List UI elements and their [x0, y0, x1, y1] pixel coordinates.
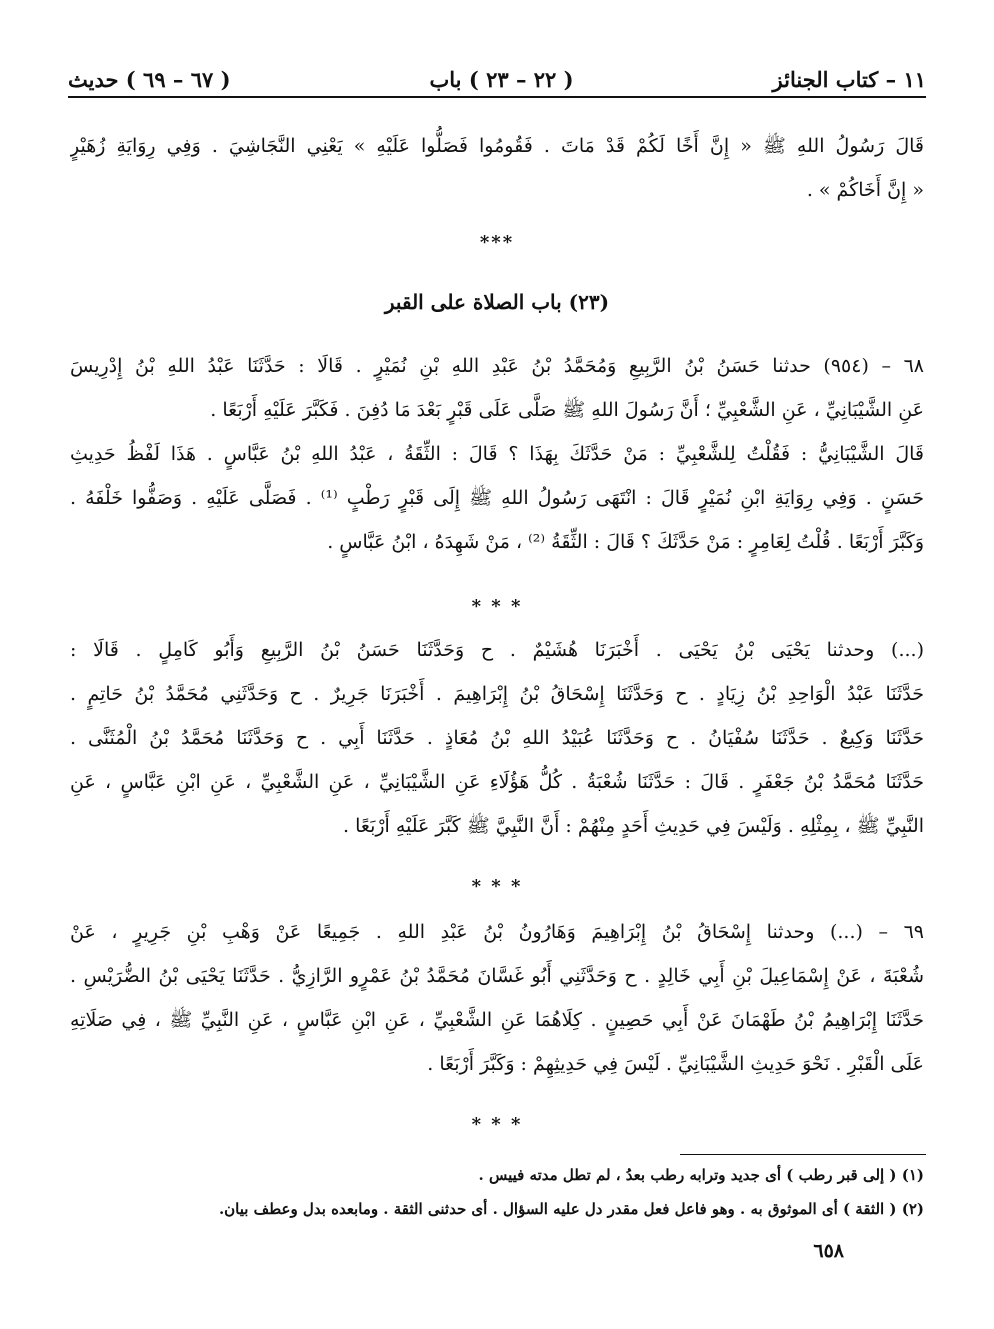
- hadith-69: [70, 910, 924, 1086]
- text-line: وَكَبَّرَ أَرْبَعًا . قُلْتُ لِعَامِرٍ : مَنْ حَدَّثَكَ ؟ قَالَ : الثِّقَةُ ⁽²⁾ ، مَنْ شَهِدَهُ ، ابْنُ عَبَّاسٍ .: [327, 531, 924, 553]
- text-line: (...) وحدثنا يَحْيَى بْنُ يَحْيَى . أَخْبَرَنَا هُشَيْمٌ . ح وَحَدَّثَنَا حَسَنُ بْنُ الرَّبِيعِ وَأَبُو كَامِلٍ . قَالَا :: [70, 639, 924, 661]
- footnote-1: (١) ( إلى قبر رطب ) أى جديد وترابه رطب بعدُ ، لم تطل مدته فييس .: [478, 1166, 924, 1184]
- footnotes: [70, 1158, 924, 1226]
- header-chapter-range: ( ٢٢ – ٢٣ ) باب: [429, 67, 574, 92]
- section-separator: * * *: [471, 876, 523, 897]
- chapter-title: (٢٣) باب الصلاة على القبر: [384, 290, 610, 314]
- text-line: حَدَّثَنَا وَكِيعٌ . حَدَّثَنَا سُفْيَانُ . ح وَحَدَّثَنَا عُبَيْدُ اللهِ بْنُ مُعَاذٍ . حَدَّثَنَا أَبِي . ح وَحَدَّثَنَا مُحَمَّدُ بْنُ الْمُثَنَّى .: [70, 727, 924, 749]
- header-hadith-range: ( ٦٧ – ٦٩ ) حديث: [68, 67, 231, 92]
- text-line: عَنِ الشَّيْبَانِيِّ ، عَنِ الشَّعْبِيِّ ؛ أَنَّ رَسُولَ اللهِ ﷺ صَلَّى عَلَى قَبْرٍ بَعْدَ مَا دُفِنَ . فَكَبَّرَ عَلَيْهِ أَرْبَعًا .: [210, 399, 924, 421]
- text-line: ٦٨ – (٩٥٤) حدثنا حَسَنُ بْنُ الرَّبِيعِ وَمُحَمَّدُ بْنُ عَبْدِ اللهِ بْنِ نُمَيْرٍ . قَالَا : حَدَّثَنَا عَبْدُ اللهِ بْنُ إِدْرِيسَ: [70, 355, 924, 377]
- header-divider: [68, 96, 926, 98]
- text-line: حَسَنٍ . وَفِي رِوَايَةِ ابْنِ نُمَيْرٍ قَالَ : انْتَهَى رَسُولُ اللهِ ﷺ إِلَى قَبْرٍ رَطْبٍ ⁽¹⁾ . فَصَلَّى عَلَيْهِ . وَصَفُّوا خَلْفَهُ .: [70, 487, 924, 509]
- section-separator: * * *: [471, 596, 523, 617]
- header-book-title: ١١ – كتاب الجنائز: [772, 67, 926, 92]
- top-paragraph: [70, 124, 924, 212]
- hadith-68-chain: [70, 628, 924, 848]
- text-line: حَدَّثَنَا مُحَمَّدُ بْنُ جَعْفَرٍ . قَالَ : حَدَّثَنَا شُعْبَةُ . كُلُّ هَؤُلَاءِ عَنِ الشَّيْبَانِيِّ ، عَنِ الشَّعْبِيِّ ، عَنِ ابْنِ عَبَّاسٍ ، عَنِ: [70, 771, 924, 793]
- text-line: شُعْبَةَ ، عَنْ إِسْمَاعِيلَ بْنِ أَبِي خَالِدٍ . ح وَحَدَّثَنِي أَبُو غَسَّانَ مُحَمَّدُ بْنُ عَمْرٍو الرَّازِيُّ . حَدَّثَنَا يَحْيَى بْنُ الضُّرَيْسِ .: [70, 965, 924, 987]
- text-line: « إِنَّ أَخَاكُمْ » .: [806, 179, 924, 201]
- text-line: عَلَى الْقَبْرِ . نَحْوَ حَدِيثِ الشَّيْبَانِيِّ . لَيْسَ فِي حَدِيثِهِمْ : وَكَبَّرَ أَرْبَعًا .: [427, 1053, 924, 1075]
- text-line: حَدَّثَنَا عَبْدُ الْوَاحِدِ بْنُ زِيَادٍ . ح وَحَدَّثَنَا إِسْحَاقُ بْنُ إِبْرَاهِيمَ . أَخْبَرَنَا جَرِيرٌ . ح وَحَدَّثَنِي مُحَمَّدُ بْنُ حَاتِمٍ .: [70, 683, 924, 705]
- section-separator: ***: [479, 232, 515, 253]
- text-line: النَّبِيِّ ﷺ ، بِمِثْلِهِ . وَلَيْسَ فِي حَدِيثِ أَحَدٍ مِنْهُمْ : أَنَّ النَّبِيَّ ﷺ كَبَّرَ عَلَيْهِ أَرْبَعًا .: [343, 815, 924, 837]
- text-line: قَالَ رَسُولُ اللهِ ﷺ « إِنَّ أَخًا لَكُمْ قَدْ مَاتَ . فَقُومُوا فَصَلُّوا عَلَيْهِ » يَعْنِي النَّجَاشِيَ . وَفِي رِوَايَةِ زُهَيْرٍ: [70, 135, 924, 157]
- text-line: حَدَّثَنَا إِبْرَاهِيمُ بْنُ طَهْمَانَ عَنْ أَبِي حَصِينٍ . كِلَاهُمَا عَنِ الشَّعْبِيِّ ، عَنِ ابْنِ عَبَّاسٍ ، عَنِ النَّبِيِّ ﷺ ، فِي صَلَاتِهِ: [70, 1009, 924, 1031]
- running-header: [68, 52, 926, 92]
- text-line: قَالَ الشَّيْبَانِيُّ : فَقُلْتُ لِلشَّعْبِيِّ : مَنْ حَدَّثَكَ بِهَذَا ؟ قَالَ : الثِّقَةُ ، عَبْدُ اللهِ بْنُ عَبَّاسٍ . هَذَا لَفْظُ حَدِيثِ: [70, 443, 924, 465]
- text-line: ٦٩ – (...) وحدثنا إِسْحَاقُ بْنُ إِبْرَاهِيمَ وَهَارُونُ بْنُ عَبْدِ اللهِ . جَمِيعًا عَنْ وَهْبِ بْنِ جَرِيرٍ ، عَنْ: [70, 921, 924, 943]
- page-number: ٦٥٨: [813, 1240, 844, 1262]
- hadith-68: [70, 344, 924, 564]
- footnote-2: (٢) ( الثقة ) أى الموثوق به . وهو فاعل فعل مقدر دل عليه السؤال . أى حدثنى الثقة . ومابعده بدل وعطف بيان.: [218, 1200, 924, 1218]
- section-separator: * * *: [471, 1114, 523, 1135]
- footnote-divider: [680, 1154, 926, 1155]
